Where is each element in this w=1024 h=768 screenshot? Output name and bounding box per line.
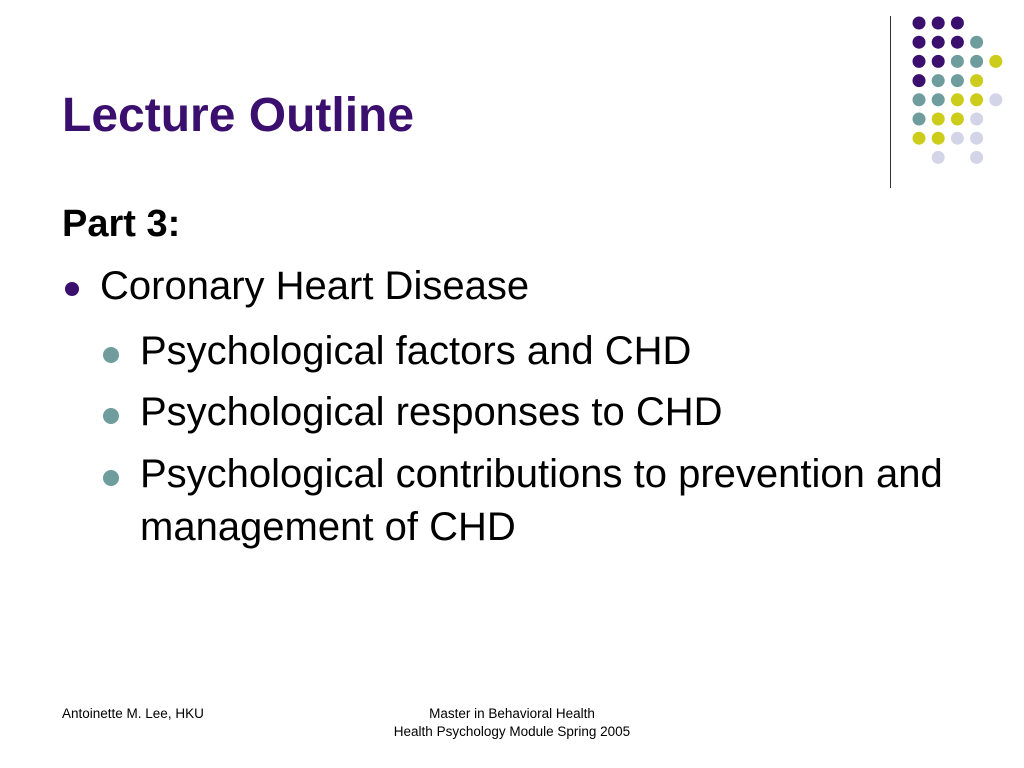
- decorative-dot: [932, 55, 945, 68]
- decorative-dot: [913, 36, 926, 49]
- bullet-dot-icon: [103, 408, 119, 424]
- decorative-dot: [951, 132, 964, 145]
- footer-program-line2: Health Psychology Module Spring 2005: [393, 724, 631, 739]
- decorative-dot: [932, 113, 945, 126]
- decorative-dot: [970, 36, 983, 49]
- decorative-dot: [932, 151, 945, 164]
- decorative-dot: [913, 17, 926, 30]
- bullet-item-level2: [100, 448, 982, 554]
- bullet-dot-icon: [65, 282, 79, 296]
- decorative-dot: [913, 113, 926, 126]
- decorative-dot: [951, 113, 964, 126]
- slide-body: [62, 202, 982, 563]
- decorative-dot: [932, 132, 945, 145]
- footer-author: Antoinette M. Lee, HKU: [62, 706, 204, 721]
- decorative-dot: [970, 132, 983, 145]
- bullet-dot-icon: [103, 347, 119, 363]
- decorative-dot: [913, 55, 926, 68]
- bullet-item-level1: [62, 262, 982, 310]
- decorative-dot: [951, 17, 964, 30]
- bullet-text: Coronary Heart Disease: [100, 263, 530, 308]
- slide-title: Lecture Outline: [62, 89, 415, 142]
- decorative-dot: [913, 93, 926, 106]
- decorative-dot: [951, 55, 964, 68]
- decorative-dot: [932, 74, 945, 87]
- decorative-dot: [951, 36, 964, 49]
- bullet-text: Psychological responses to CHD: [140, 390, 723, 435]
- decorative-dot: [932, 17, 945, 30]
- decorative-dot: [970, 74, 983, 87]
- decorative-divider: [890, 16, 891, 188]
- section-label: Part 3:: [62, 203, 181, 245]
- footer-program: [312, 705, 712, 741]
- decorative-dot: [951, 93, 964, 106]
- footer-program-line1: Master in Behavioral Health: [429, 706, 595, 721]
- decorative-dot: [970, 55, 983, 68]
- bullet-text: Psychological factors and CHD: [140, 328, 692, 373]
- decorative-dot: [989, 55, 1002, 68]
- decorative-dot: [932, 36, 945, 49]
- decorative-dot: [970, 151, 983, 164]
- decorative-dot: [970, 113, 983, 126]
- decorative-dot: [913, 132, 926, 145]
- decorative-dot: [913, 74, 926, 87]
- bullet-item-level2: [100, 386, 982, 439]
- decorative-dot: [970, 93, 983, 106]
- decorative-dot: [951, 74, 964, 87]
- bullet-dot-icon: [103, 470, 119, 486]
- decorative-dot: [932, 93, 945, 106]
- bullet-text: Psychological contributions to prevention and management of CHD: [140, 452, 943, 549]
- decorative-dot: [989, 93, 1002, 106]
- bullet-item-level2: [100, 325, 982, 378]
